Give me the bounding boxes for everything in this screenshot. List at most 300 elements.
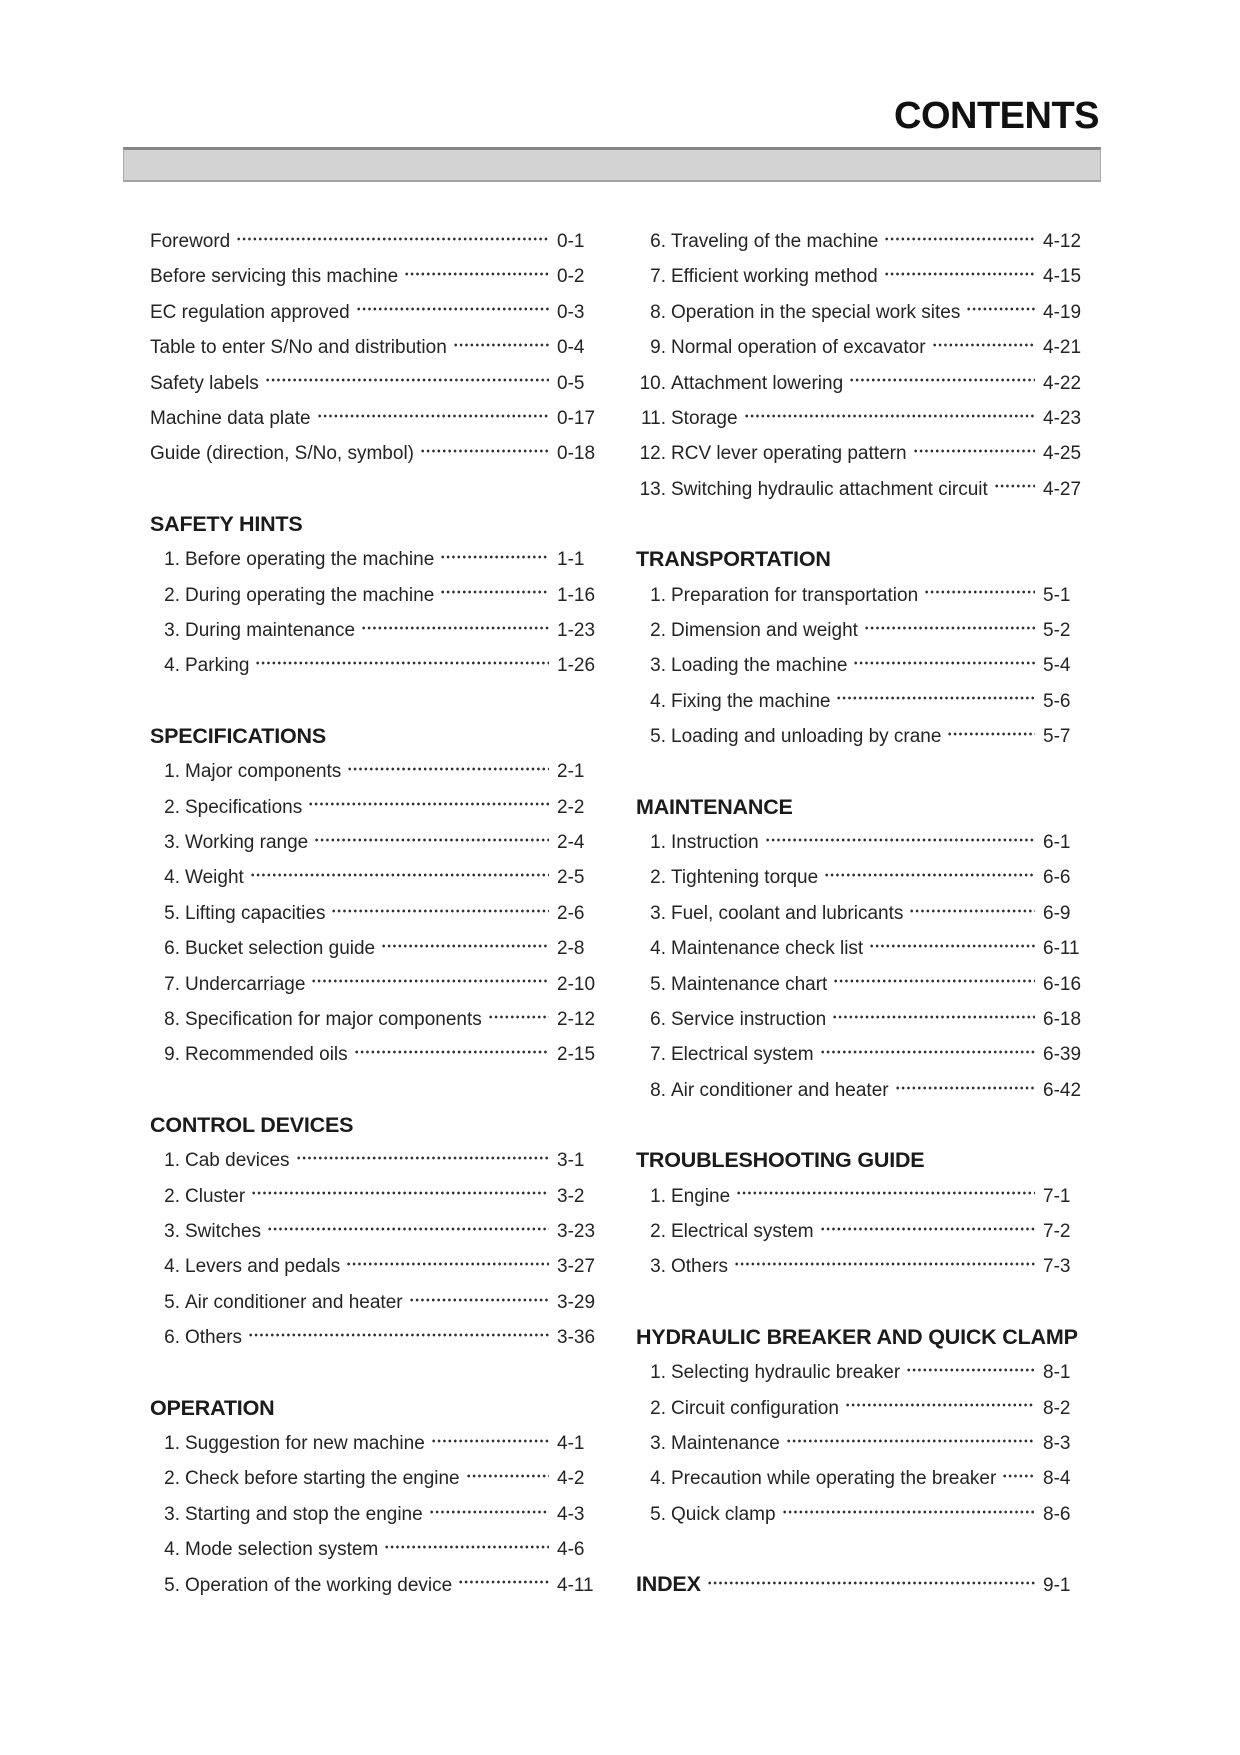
page-number: 4-27 xyxy=(1043,478,1082,500)
entry-number: 2. xyxy=(650,1221,666,1243)
page-number: 6-39 xyxy=(1043,1044,1082,1066)
dots-leader xyxy=(869,944,1035,948)
dots-leader xyxy=(361,626,549,630)
toc-section xyxy=(150,1108,599,1356)
dots-leader xyxy=(820,1050,1035,1054)
toc-entry xyxy=(636,648,1085,683)
entry-number: 7. xyxy=(164,973,180,995)
toc-entry xyxy=(150,1320,599,1355)
dots-leader xyxy=(782,1510,1035,1514)
entry-label: Safety labels xyxy=(150,372,259,394)
page-number: 4-12 xyxy=(1043,230,1082,252)
page-number: 4-11 xyxy=(557,1574,594,1596)
page-number: 4-15 xyxy=(1043,266,1082,288)
toc-entry xyxy=(150,896,599,931)
dots-leader xyxy=(347,767,549,771)
entry-label: Precaution while operating the breaker xyxy=(671,1468,997,1490)
toc-entry xyxy=(150,1249,599,1284)
page-number: 2-1 xyxy=(557,761,585,783)
entry-label: Bucket selection guide xyxy=(185,938,376,960)
entry-label: Working range xyxy=(185,831,309,853)
entry-number: 6. xyxy=(164,1327,180,1349)
dots-leader xyxy=(384,1545,549,1549)
dots-leader xyxy=(267,1227,549,1231)
entry-label: Efficient working method xyxy=(671,266,878,288)
section-heading: TROUBLESHOOTING GUIDE xyxy=(636,1148,925,1173)
dots-leader xyxy=(932,343,1035,347)
toc-entry xyxy=(636,1073,1085,1108)
page-number: 8-4 xyxy=(1043,1468,1071,1490)
entry-label: Machine data plate xyxy=(150,407,311,429)
page-number: 6-11 xyxy=(1043,938,1080,960)
section-heading: MAINTENANCE xyxy=(636,794,793,819)
entry-label: Engine xyxy=(671,1185,731,1207)
dots-leader xyxy=(884,237,1035,241)
entry-label: Quick clamp xyxy=(671,1503,776,1525)
toc-entry xyxy=(150,1179,599,1214)
entry-label: During maintenance xyxy=(185,619,356,641)
entry-label: Preparation for transportation xyxy=(671,584,919,606)
toc-entry xyxy=(636,967,1085,1002)
page-number: 5-1 xyxy=(1043,584,1071,606)
entry-label: EC regulation approved xyxy=(150,301,350,323)
entry-label: Electrical system xyxy=(671,1221,814,1243)
dots-leader xyxy=(381,944,549,948)
entry-number: 3. xyxy=(650,1433,666,1455)
entry-number: 3. xyxy=(650,1256,666,1278)
entry-label: Normal operation of excavator xyxy=(671,337,926,359)
page-number: 6-9 xyxy=(1043,902,1071,924)
entry-label: Operation in the special work sites xyxy=(671,301,961,323)
entry-number: 8. xyxy=(650,1079,666,1101)
entry-label: Maintenance check list xyxy=(671,938,864,960)
dots-leader xyxy=(824,873,1035,877)
page-number: 2-5 xyxy=(557,867,585,889)
entry-number: 11. xyxy=(640,407,666,429)
section-heading: OPERATION xyxy=(150,1395,275,1420)
toc-entry xyxy=(636,719,1085,754)
page-number: 7-3 xyxy=(1043,1256,1071,1278)
entry-label: Circuit configuration xyxy=(671,1397,839,1419)
entry-label: Others xyxy=(185,1327,243,1349)
entry-label: Specification for major components xyxy=(185,1009,482,1031)
toc-entry xyxy=(150,330,599,365)
toc-entry xyxy=(150,931,599,966)
dots-leader xyxy=(994,484,1035,488)
page-number: 2-4 xyxy=(557,831,585,853)
entry-label: Undercarriage xyxy=(185,973,306,995)
entry-number: 4. xyxy=(650,938,666,960)
entry-label: Table to enter S/No and distribution xyxy=(150,337,447,359)
section-heading: SPECIFICATIONS xyxy=(150,723,326,748)
entry-number: 3. xyxy=(650,655,666,677)
toc-column-right xyxy=(636,224,1085,1604)
page-number: 3-29 xyxy=(557,1291,596,1313)
entry-label: Mode selection system xyxy=(185,1539,379,1561)
entry-number: 7. xyxy=(650,266,666,288)
dots-leader xyxy=(947,732,1035,736)
entry-label: Operation of the working device xyxy=(185,1574,453,1596)
toc-heading-entry xyxy=(636,1567,1085,1603)
entry-label: Before operating the machine xyxy=(185,549,435,571)
dots-leader xyxy=(895,1086,1035,1090)
entry-number: 4. xyxy=(164,1256,180,1278)
entry-number: 12. xyxy=(639,443,666,465)
dots-leader xyxy=(420,449,549,453)
page-number: 4-22 xyxy=(1043,372,1082,394)
entry-number: 8. xyxy=(650,301,666,323)
toc-entry xyxy=(636,1214,1085,1249)
toc-entry xyxy=(150,259,599,294)
page-number: 1-16 xyxy=(557,584,596,606)
toc-entry xyxy=(150,648,599,683)
entry-number: 1. xyxy=(164,1150,180,1172)
entry-label: Attachment lowering xyxy=(671,372,844,394)
section-heading: TRANSPORTATION xyxy=(636,547,831,572)
entry-number: 1. xyxy=(650,584,666,606)
entry-number: 5. xyxy=(650,726,666,748)
entry-number: 6. xyxy=(650,230,666,252)
page-number: 5-2 xyxy=(1043,619,1071,641)
dots-leader xyxy=(429,1510,549,1514)
dots-leader xyxy=(906,1368,1035,1372)
entry-label: Fixing the machine xyxy=(671,690,831,712)
dots-leader xyxy=(236,237,549,241)
entry-number: 6. xyxy=(650,1009,666,1031)
page-number: 2-8 xyxy=(557,938,585,960)
dots-leader xyxy=(431,1439,549,1443)
page-number: 0-2 xyxy=(557,266,585,288)
dots-leader xyxy=(314,838,549,842)
toc-entry xyxy=(150,1143,599,1178)
entry-number: 2. xyxy=(164,1185,180,1207)
toc-entry xyxy=(150,790,599,825)
entry-label: Maintenance xyxy=(671,1433,780,1455)
toc-entry xyxy=(150,578,599,613)
entry-label: Loading the machine xyxy=(671,655,848,677)
toc-section xyxy=(636,224,1085,507)
page-number: 8-1 xyxy=(1043,1362,1071,1384)
entry-label: Major components xyxy=(185,761,342,783)
page-number: 4-3 xyxy=(557,1503,585,1525)
dots-leader xyxy=(354,1050,549,1054)
toc-entry xyxy=(636,224,1085,259)
toc-entry xyxy=(636,366,1085,401)
toc-entry xyxy=(636,896,1085,931)
entry-number: 1. xyxy=(650,831,666,853)
page-number: 7-2 xyxy=(1043,1221,1071,1243)
toc-section xyxy=(636,1320,1085,1532)
toc-section xyxy=(150,1391,599,1603)
dots-leader xyxy=(308,802,549,806)
entry-label: Tightening torque xyxy=(671,867,819,889)
entry-number: 9. xyxy=(164,1044,180,1066)
entry-number: 1. xyxy=(164,549,180,571)
entry-label: Air conditioner and heater xyxy=(671,1079,889,1101)
page-number: 1-26 xyxy=(557,655,596,677)
dots-leader xyxy=(1002,1474,1035,1478)
toc-entry xyxy=(150,1461,599,1496)
entry-number: 13. xyxy=(639,478,666,500)
dots-leader xyxy=(458,1580,549,1584)
toc-entry xyxy=(636,1037,1085,1072)
toc-section xyxy=(636,542,1085,754)
dots-leader xyxy=(836,696,1035,700)
page-number: 6-16 xyxy=(1043,973,1082,995)
dots-leader xyxy=(734,1262,1035,1266)
toc-entry xyxy=(150,613,599,648)
dots-leader xyxy=(440,590,549,594)
dots-leader xyxy=(832,1015,1035,1019)
dots-leader xyxy=(707,1581,1035,1585)
toc-entry xyxy=(636,1002,1085,1037)
page-number: 4-19 xyxy=(1043,301,1082,323)
entry-label: Foreword xyxy=(150,230,231,252)
toc-entry xyxy=(150,1214,599,1249)
entry-number: 4. xyxy=(164,1539,180,1561)
entry-label: Suggestion for new machine xyxy=(185,1433,425,1455)
page-number: 3-36 xyxy=(557,1327,596,1349)
toc-section xyxy=(150,507,599,684)
entry-number: 1. xyxy=(650,1185,666,1207)
page-number: 6-6 xyxy=(1043,867,1071,889)
page-number: 2-2 xyxy=(557,796,585,818)
page-number: 0-5 xyxy=(557,372,585,394)
dots-leader xyxy=(250,873,549,877)
page-number: 2-6 xyxy=(557,902,585,924)
toc-entry xyxy=(636,684,1085,719)
toc-entry xyxy=(636,860,1085,895)
dots-leader xyxy=(820,1227,1035,1231)
dots-leader xyxy=(404,272,549,276)
toc-entry xyxy=(636,1179,1085,1214)
page-number: 9-1 xyxy=(1043,1575,1071,1597)
entry-label: Service instruction xyxy=(671,1009,827,1031)
page-number: 6-42 xyxy=(1043,1079,1082,1101)
entry-number: 1. xyxy=(164,1433,180,1455)
dots-leader xyxy=(966,307,1035,311)
entry-number: 2. xyxy=(650,619,666,641)
entry-label: During operating the machine xyxy=(185,584,435,606)
toc-entry xyxy=(150,401,599,436)
toc-entry xyxy=(150,295,599,330)
entry-label: Switches xyxy=(185,1221,262,1243)
toc-entry xyxy=(150,366,599,401)
entry-number: 2. xyxy=(164,584,180,606)
section-heading: HYDRAULIC BREAKER AND QUICK CLAMP xyxy=(636,1324,1078,1349)
dots-leader xyxy=(884,272,1035,276)
page-number: 7-1 xyxy=(1043,1185,1071,1207)
page-number: 3-23 xyxy=(557,1221,596,1243)
toc-entry xyxy=(150,1497,599,1532)
page-number: 0-18 xyxy=(557,443,596,465)
dots-leader xyxy=(409,1298,549,1302)
toc-entry xyxy=(150,1426,599,1461)
section-heading: CONTROL DEVICES xyxy=(150,1112,354,1137)
page-number: 1-23 xyxy=(557,619,596,641)
entry-number: 2. xyxy=(650,867,666,889)
toc-entry xyxy=(150,224,599,259)
toc-entry xyxy=(636,613,1085,648)
toc-section xyxy=(150,224,599,472)
page-number: 3-27 xyxy=(557,1256,596,1278)
entry-label: Specifications xyxy=(185,796,303,818)
entry-label: Traveling of the machine xyxy=(671,230,879,252)
toc-entry xyxy=(150,860,599,895)
entry-label: Recommended oils xyxy=(185,1044,348,1066)
page-number: 4-6 xyxy=(557,1539,585,1561)
entry-number: 5. xyxy=(164,1291,180,1313)
entry-label: Loading and unloading by crane xyxy=(671,726,942,748)
page-number: 4-2 xyxy=(557,1468,585,1490)
toc-section xyxy=(636,1567,1085,1603)
page-number: 5-7 xyxy=(1043,726,1071,748)
toc-entry xyxy=(636,1461,1085,1496)
page-number: 3-1 xyxy=(557,1150,585,1172)
toc-column-left xyxy=(150,224,599,1604)
entry-label: Guide (direction, S/No, symbol) xyxy=(150,443,414,465)
entry-number: 5. xyxy=(164,1574,180,1596)
entry-number: 8. xyxy=(164,1009,180,1031)
entry-label: Lifting capacities xyxy=(185,902,326,924)
toc-entry xyxy=(150,1037,599,1072)
dots-leader xyxy=(909,909,1035,913)
toc-entry xyxy=(636,259,1085,294)
dots-leader xyxy=(440,555,549,559)
entry-label: Air conditioner and heater xyxy=(185,1291,403,1313)
entry-number: 3. xyxy=(164,1221,180,1243)
page-number: 6-1 xyxy=(1043,831,1071,853)
entry-label: RCV lever operating pattern xyxy=(671,443,907,465)
entry-number: 3. xyxy=(164,1503,180,1525)
entry-label: Fuel, coolant and lubricants xyxy=(671,902,904,924)
toc-entry xyxy=(636,931,1085,966)
toc-entry xyxy=(636,436,1085,471)
entry-label: Storage xyxy=(671,407,738,429)
dots-leader xyxy=(864,626,1035,630)
toc-section xyxy=(150,719,599,1073)
dots-leader xyxy=(248,1333,549,1337)
toc-entry xyxy=(150,1532,599,1567)
entry-number: 5. xyxy=(650,973,666,995)
entry-number: 2. xyxy=(164,796,180,818)
entry-label: Cluster xyxy=(185,1185,246,1207)
toc-entry xyxy=(150,436,599,471)
entry-number: 6. xyxy=(164,938,180,960)
dots-leader xyxy=(311,979,549,983)
dots-leader xyxy=(924,590,1035,594)
dots-leader xyxy=(765,838,1035,842)
dots-leader xyxy=(736,1191,1035,1195)
page-number: 2-15 xyxy=(557,1044,596,1066)
entry-label: Switching hydraulic attachment circuit xyxy=(671,478,988,500)
dots-leader xyxy=(853,661,1035,665)
dots-leader xyxy=(744,414,1035,418)
dots-leader xyxy=(833,979,1035,983)
entry-label: Starting and stop the engine xyxy=(185,1503,423,1525)
entry-number: 3. xyxy=(650,902,666,924)
page-number: 4-23 xyxy=(1043,407,1082,429)
entry-number: 5. xyxy=(164,902,180,924)
dots-leader xyxy=(453,343,549,347)
dots-leader xyxy=(849,378,1035,382)
toc-entry xyxy=(150,1285,599,1320)
entry-label: Dimension and weight xyxy=(671,619,858,641)
page-number: 4-21 xyxy=(1043,337,1082,359)
page-number: 0-3 xyxy=(557,301,585,323)
entry-label: Check before starting the engine xyxy=(185,1468,460,1490)
toc-entry xyxy=(150,967,599,1002)
dots-leader xyxy=(255,661,549,665)
entry-number: 4. xyxy=(164,655,180,677)
entry-number: 3. xyxy=(164,831,180,853)
dots-leader xyxy=(251,1191,549,1195)
toc-entry xyxy=(150,1002,599,1037)
page-number: 8-3 xyxy=(1043,1433,1071,1455)
entry-number: 9. xyxy=(650,337,666,359)
page-number: 6-18 xyxy=(1043,1009,1082,1031)
toc-entry xyxy=(150,1568,599,1603)
toc-entry xyxy=(636,1355,1085,1390)
dots-leader xyxy=(356,307,549,311)
toc-entry xyxy=(636,295,1085,330)
entry-number: 4. xyxy=(650,1468,666,1490)
entry-number: 1. xyxy=(650,1362,666,1384)
page-number: 3-2 xyxy=(557,1185,585,1207)
toc-entry xyxy=(636,1391,1085,1426)
page-number: 2-12 xyxy=(557,1009,596,1031)
dots-leader xyxy=(466,1474,549,1478)
title-underline-bar xyxy=(123,147,1101,182)
page-number: 0-17 xyxy=(557,407,596,429)
dots-leader xyxy=(845,1403,1035,1407)
page-number: 8-2 xyxy=(1043,1397,1071,1419)
toc-columns xyxy=(123,224,1101,1604)
dots-leader xyxy=(317,414,549,418)
toc-entry xyxy=(636,472,1085,507)
toc-entry xyxy=(636,401,1085,436)
entry-label: Parking xyxy=(185,655,250,677)
entry-label: Before servicing this machine xyxy=(150,266,399,288)
entry-number: 10. xyxy=(639,372,666,394)
page-number: 0-1 xyxy=(557,230,585,252)
toc-section xyxy=(636,790,1085,1109)
page-number: 0-4 xyxy=(557,337,585,359)
dots-leader xyxy=(331,909,549,913)
toc-entry xyxy=(636,1497,1085,1532)
entry-number: 4. xyxy=(650,690,666,712)
entry-label: Electrical system xyxy=(671,1044,814,1066)
entry-number: 5. xyxy=(650,1503,666,1525)
toc-entry xyxy=(150,825,599,860)
entry-number: 7. xyxy=(650,1044,666,1066)
page-number: 2-10 xyxy=(557,973,596,995)
entry-label: Maintenance chart xyxy=(671,973,828,995)
dots-leader xyxy=(913,449,1035,453)
page-title: CONTENTS xyxy=(894,95,1099,137)
page-number: 1-1 xyxy=(557,549,585,571)
entry-label: Selecting hydraulic breaker xyxy=(671,1362,901,1384)
section-heading: SAFETY HINTS xyxy=(150,511,303,536)
entry-label: Levers and pedals xyxy=(185,1256,341,1278)
entry-label: Weight xyxy=(185,867,244,889)
page-number: 8-6 xyxy=(1043,1503,1071,1525)
page-number: 4-1 xyxy=(557,1433,585,1455)
toc-section xyxy=(636,1143,1085,1285)
toc-entry xyxy=(636,1426,1085,1461)
entry-number: 2. xyxy=(164,1468,180,1490)
toc-entry xyxy=(150,542,599,577)
